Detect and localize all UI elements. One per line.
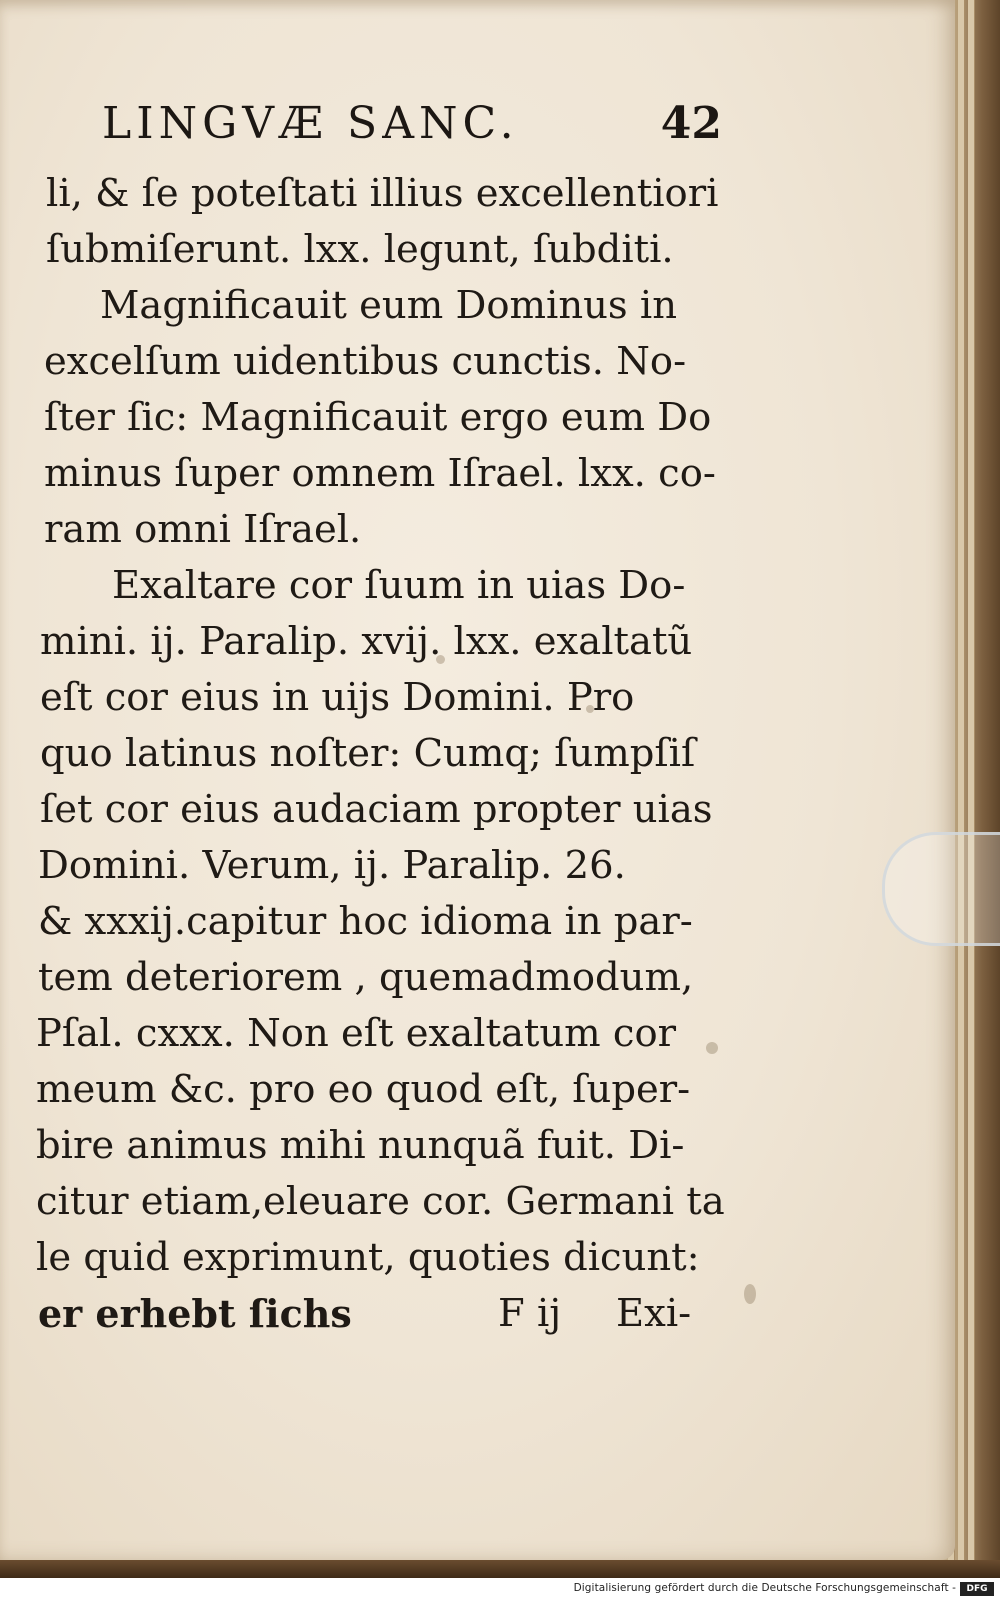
running-head-title: LINGVÆ SANC.	[102, 98, 519, 149]
running-header	[102, 98, 722, 150]
text-line: tem deteriorem , quemadmodum,	[38, 955, 694, 1000]
catchword: Exi-	[616, 1291, 692, 1336]
paper-spot	[436, 655, 445, 664]
page-clip	[882, 832, 1000, 946]
paper-spot	[586, 705, 594, 713]
page-edge-strip	[958, 0, 965, 1565]
text-line: excelſum uidentibus cunctis. No-	[44, 339, 687, 384]
paper-spot	[706, 1042, 718, 1054]
page-number: 42	[660, 98, 722, 149]
text-line: ſubmiſerunt. lxx. legunt, ſubditi.	[46, 227, 674, 272]
text-line: le quid exprimunt, quoties dicunt:	[36, 1235, 700, 1280]
dfg-logo: DFG	[960, 1582, 994, 1596]
text-line: citur etiam,eleuare cor. Germani ta	[36, 1179, 725, 1224]
text-line: li, & ſe poteſtati illius excellentiori	[46, 171, 719, 216]
credit-footer	[0, 1578, 1000, 1601]
text-line: ſet cor eius audaciam propter uias	[40, 787, 713, 832]
text-line: Exaltare cor ſuum in uias Do-	[112, 563, 686, 608]
book-bottom-edge	[0, 1560, 1000, 1578]
text-line: meum &c. pro eo quod eſt, ſuper-	[36, 1067, 691, 1112]
text-line: & xxxij.capitur hoc idioma in par-	[38, 899, 693, 944]
text-line: mini. ij. Paralip. xvij. lxx. exaltatũ	[40, 619, 693, 664]
footer-credit: Digitalisierung gefördert durch die Deutsche Forschungsgemeinschaft -	[573, 1582, 956, 1594]
text-line: Domini. Verum, ij. Paralip. 26.	[38, 843, 626, 888]
text-line: ram omni Iſrael.	[44, 507, 362, 552]
text-line: bire animus mihi nunquã fuit. Di-	[36, 1123, 685, 1168]
text-line: ſter ſic: Magnificauit ergo eum Do	[44, 395, 712, 440]
signature-mark: F ij	[498, 1291, 562, 1336]
text-line: minus ſuper omnem Iſrael. lxx. co-	[44, 451, 716, 496]
german-blackletter-line: er erhebt ſichs	[38, 1291, 352, 1336]
text-line: Magnificauit eum Dominus in	[100, 283, 678, 328]
text-line: Pſal. cxxx. Non eſt exaltatum cor	[36, 1011, 677, 1056]
paper-spot	[744, 1284, 756, 1304]
page-edge-strip	[968, 0, 975, 1565]
text-line: eſt cor eius in uijs Domini. Pro	[40, 675, 635, 720]
text-line: quo latinus noſter: Cumq; ſumpſiſ	[40, 731, 696, 776]
